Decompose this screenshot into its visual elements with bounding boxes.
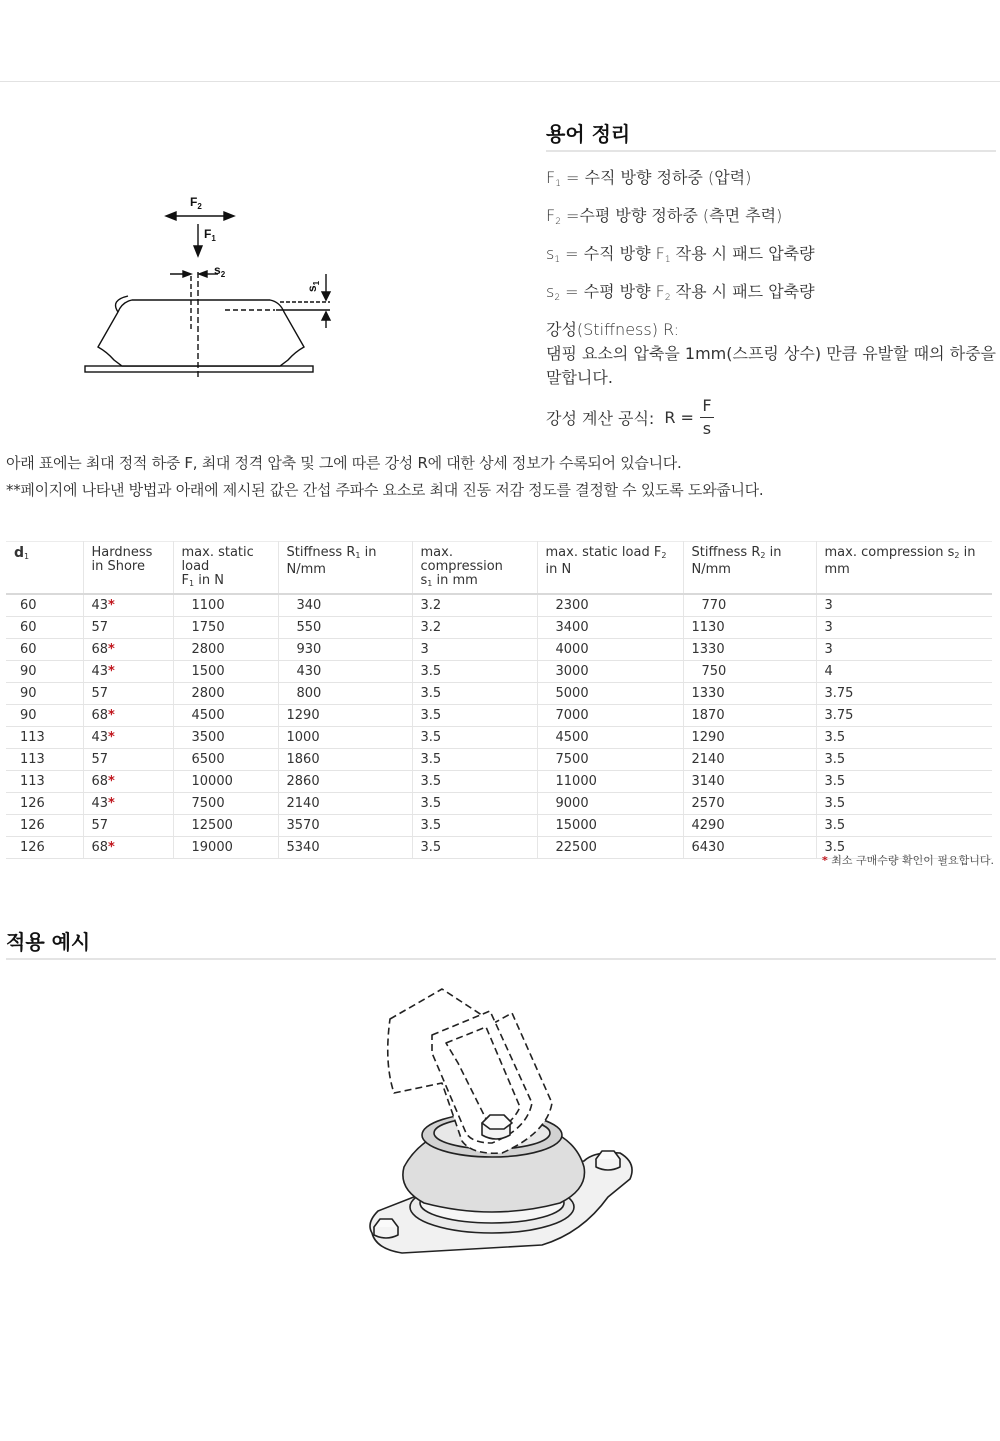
cell-r2: 6430 xyxy=(683,837,816,859)
cell-d1: 126 xyxy=(6,793,83,815)
table-row xyxy=(6,705,992,727)
formula-label: 강성 계산 공식: xyxy=(546,409,655,428)
cell-r1: 340 xyxy=(278,594,412,617)
table-row xyxy=(6,749,992,771)
cell-s2: 3.5 xyxy=(816,837,992,859)
cell-s2: 3.75 xyxy=(816,705,992,727)
formula-lhs: R = xyxy=(664,408,694,427)
cell-s1: 3.5 xyxy=(412,727,537,749)
cell-r2: 1290 xyxy=(683,727,816,749)
cell-hardness: 68* xyxy=(83,705,173,727)
cell-r2: 1330 xyxy=(683,639,816,661)
cell-s2: 3.5 xyxy=(816,749,992,771)
cell-f1: 1500 xyxy=(173,661,278,683)
cell-hardness: 43* xyxy=(83,661,173,683)
cell-d1: 113 xyxy=(6,749,83,771)
min-order-star: * xyxy=(108,664,115,679)
cell-f2: 7000 xyxy=(537,705,683,727)
cell-f1: 2800 xyxy=(173,683,278,705)
cell-hardness: 43* xyxy=(83,594,173,617)
spec-table-wrapper xyxy=(6,541,992,859)
cell-s2: 3 xyxy=(816,617,992,639)
glossary-f1: $F_1$ = 수직 방향 정하중 (압력) xyxy=(546,168,752,189)
examples-title: 적용 예시 xyxy=(6,930,91,954)
diagram-f2-label: F xyxy=(190,195,198,209)
cell-s2: 3.5 xyxy=(816,815,992,837)
cell-s2: 4 xyxy=(816,661,992,683)
cell-f1: 1100 xyxy=(173,594,278,617)
cell-f2: 22500 xyxy=(537,837,683,859)
table-row xyxy=(6,727,992,749)
min-order-star: * xyxy=(108,796,115,811)
min-order-star: * xyxy=(108,598,115,613)
cell-hardness: 68* xyxy=(83,771,173,793)
table-body xyxy=(6,594,992,859)
cell-r2: 1130 xyxy=(683,617,816,639)
cell-r1: 550 xyxy=(278,617,412,639)
cell-s2: 3.75 xyxy=(816,683,992,705)
cell-s1: 3.5 xyxy=(412,771,537,793)
cell-s2: 3 xyxy=(816,639,992,661)
cell-f2: 3400 xyxy=(537,617,683,639)
min-order-note: * 최소 구매수량 확인이 필요합니다. xyxy=(821,854,994,867)
cell-hardness: 68* xyxy=(83,639,173,661)
cell-r1: 5340 xyxy=(278,837,412,859)
cell-r1: 1860 xyxy=(278,749,412,771)
th-f2: max. static load $F_2$ in N xyxy=(537,542,683,595)
intro-line-2: **페이지에 나타낸 방법과 아래에 제시된 값은 간섭 주파수 요소로 최대 진동 저감 정도를 결정할 수 있도록 도와줍니다. xyxy=(6,481,764,499)
cell-f1: 12500 xyxy=(173,815,278,837)
svg-text:s1: $s_1$ xyxy=(305,280,321,292)
cell-hardness: 57 xyxy=(83,749,173,771)
th-d1: $d_1$ xyxy=(6,542,83,595)
min-order-star: * xyxy=(108,774,115,789)
cell-d1: 60 xyxy=(6,617,83,639)
cell-d1: 113 xyxy=(6,771,83,793)
cell-s1: 3.5 xyxy=(412,793,537,815)
cell-r1: 930 xyxy=(278,639,412,661)
cell-s1: 3.5 xyxy=(412,749,537,771)
cell-r2: 1330 xyxy=(683,683,816,705)
cell-hardness: 43* xyxy=(83,727,173,749)
table-row xyxy=(6,793,992,815)
cell-s1: 3.2 xyxy=(412,617,537,639)
cell-r2: 2570 xyxy=(683,793,816,815)
cell-f2: 9000 xyxy=(537,793,683,815)
cell-s2: 3.5 xyxy=(816,793,992,815)
min-order-star: * xyxy=(108,730,115,745)
cell-s1: 3.5 xyxy=(412,837,537,859)
cell-r2: 770 xyxy=(683,594,816,617)
cell-f2: 5000 xyxy=(537,683,683,705)
cell-hardness: 68* xyxy=(83,837,173,859)
examples-rule xyxy=(6,958,996,960)
table-row xyxy=(6,661,992,683)
cell-hardness: 57 xyxy=(83,617,173,639)
min-order-star: * xyxy=(108,708,115,723)
cell-f1: 1750 xyxy=(173,617,278,639)
cell-r2: 3140 xyxy=(683,771,816,793)
cell-f1: 4500 xyxy=(173,705,278,727)
cell-d1: 126 xyxy=(6,815,83,837)
table-row xyxy=(6,815,992,837)
cell-r2: 4290 xyxy=(683,815,816,837)
th-s1: max. compression $s_1$ in mm xyxy=(412,542,537,595)
cell-s1: 3.5 xyxy=(412,815,537,837)
cell-d1: 90 xyxy=(6,683,83,705)
cell-r1: 3570 xyxy=(278,815,412,837)
th-r2: Stiffness $R_2$ in N/mm xyxy=(683,542,816,595)
svg-text:s2: $s_2$ xyxy=(214,263,226,279)
cell-f2: 4500 xyxy=(537,727,683,749)
table-header-row xyxy=(6,542,992,595)
table-row xyxy=(6,639,992,661)
formula-numerator: F xyxy=(702,396,712,415)
th-s2: max. compression $s_2$ in mm xyxy=(816,542,992,595)
cell-r1: 2140 xyxy=(278,793,412,815)
glossary-s2: $s_2$ = 수평 방향 $F_2$ 작용 시 패드 압축량 xyxy=(546,282,815,303)
glossary-f2: $F_2$ =수평 방향 정하중 (측면 추력) xyxy=(546,206,783,227)
th-hardness: Hardness in Shore xyxy=(83,542,173,595)
glossary-rule xyxy=(546,150,996,152)
cell-f2: 15000 xyxy=(537,815,683,837)
table-row xyxy=(6,683,992,705)
cell-r1: 430 xyxy=(278,661,412,683)
glossary-title: 용어 정리 xyxy=(546,122,631,146)
cell-s1: 3.5 xyxy=(412,661,537,683)
cell-d1: 60 xyxy=(6,594,83,617)
cell-f2: 4000 xyxy=(537,639,683,661)
cell-r1: 1000 xyxy=(278,727,412,749)
cell-s1: 3 xyxy=(412,639,537,661)
formula-fraction xyxy=(700,396,714,439)
mount-illustration xyxy=(362,983,642,1263)
cell-r1: 2860 xyxy=(278,771,412,793)
diagram-s2-label: s xyxy=(214,263,221,277)
cell-hardness: 57 xyxy=(83,683,173,705)
glossary-section xyxy=(546,120,996,439)
table-row xyxy=(6,594,992,617)
diagram-f1-label: F xyxy=(204,227,212,241)
cell-d1: 60 xyxy=(6,639,83,661)
cell-d1: 90 xyxy=(6,661,83,683)
diagram-s1-label: s xyxy=(305,285,319,292)
stiffness-formula xyxy=(546,396,996,439)
cell-f1: 6500 xyxy=(173,749,278,771)
glossary-stiffness-label: 강성(Stiffness) R: xyxy=(546,320,680,339)
cell-f2: 2300 xyxy=(537,594,683,617)
cell-f1: 2800 xyxy=(173,639,278,661)
th-r1: Stiffness $R_1$ in N/mm xyxy=(278,542,412,595)
cell-s2: 3 xyxy=(816,594,992,617)
top-divider xyxy=(0,81,1000,82)
th-f1: max. static load $F_1$ in N xyxy=(173,542,278,595)
cell-hardness: 43* xyxy=(83,793,173,815)
intro-text xyxy=(6,450,996,504)
cell-s1: 3.2 xyxy=(412,594,537,617)
cell-r2: 1870 xyxy=(683,705,816,727)
cell-d1: 126 xyxy=(6,837,83,859)
table-row xyxy=(6,771,992,793)
cell-f2: 7500 xyxy=(537,749,683,771)
cell-r1: 800 xyxy=(278,683,412,705)
cell-s1: 3.5 xyxy=(412,683,537,705)
cell-s1: 3.5 xyxy=(412,705,537,727)
cell-d1: 90 xyxy=(6,705,83,727)
svg-text:F1: $F_1$ xyxy=(204,227,216,243)
spec-table xyxy=(6,541,992,859)
cell-hardness: 57 xyxy=(83,815,173,837)
intro-line-1: 아래 표에는 최대 정적 하중 F, 최대 정격 압축 및 그에 따른 강성 R에 대한 상세 정보가 수록되어 있습니다. xyxy=(6,454,682,472)
cell-r2: 750 xyxy=(683,661,816,683)
damping-pad-diagram xyxy=(80,192,320,382)
glossary-s1: $s_1$ = 수직 방향 $F_1$ 작용 시 패드 압축량 xyxy=(546,244,815,265)
cell-d1: 113 xyxy=(6,727,83,749)
cell-f1: 3500 xyxy=(173,727,278,749)
cell-f1: 19000 xyxy=(173,837,278,859)
cell-s2: 3.5 xyxy=(816,771,992,793)
cell-r1: 1290 xyxy=(278,705,412,727)
svg-text:F2: $F_2$ xyxy=(190,195,202,211)
cell-s2: 3.5 xyxy=(816,727,992,749)
table-row xyxy=(6,617,992,639)
cell-f1: 10000 xyxy=(173,771,278,793)
cell-f2: 3000 xyxy=(537,661,683,683)
cell-f2: 11000 xyxy=(537,771,683,793)
min-order-star: * xyxy=(108,642,115,657)
cell-r2: 2140 xyxy=(683,749,816,771)
glossary-stiffness-desc: 댐핑 요소의 압축을 1mm(스프링 상수) 만큼 유발할 때의 하중을 말합니다. xyxy=(546,344,997,387)
cell-f1: 7500 xyxy=(173,793,278,815)
formula-denominator: s xyxy=(702,419,712,438)
min-order-star: * xyxy=(108,840,115,855)
examples-section xyxy=(6,928,996,960)
